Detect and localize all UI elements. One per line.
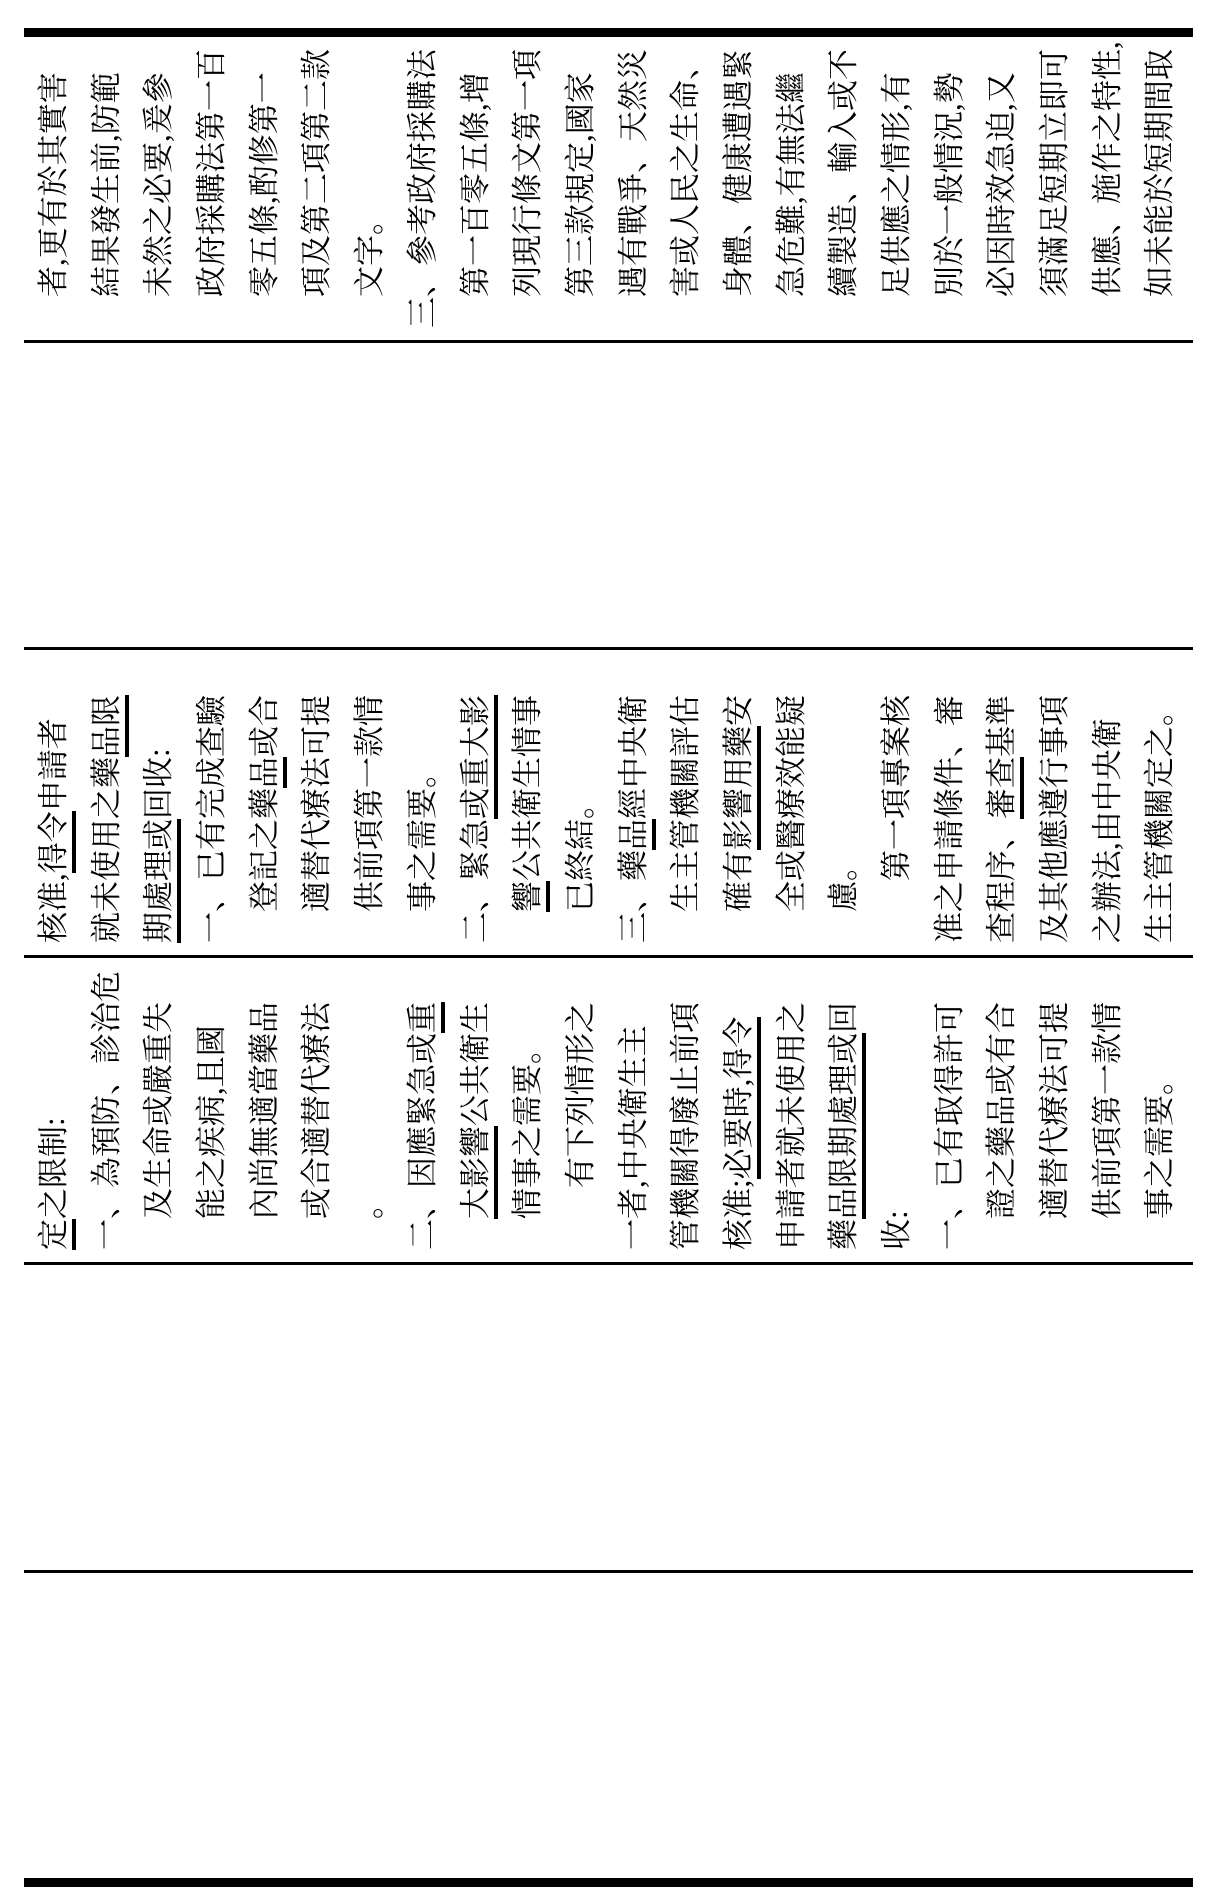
text-line xyxy=(608,46,661,328)
text-line xyxy=(502,968,555,1250)
text-run: 足供應之情形,有 xyxy=(879,72,914,297)
text-line xyxy=(660,46,713,328)
text-run: 管機關得廢止前項 xyxy=(668,1002,704,1250)
text-run: 列現行條文第一項 xyxy=(510,49,546,297)
text-run: 適替代療法可提 xyxy=(1037,1002,1073,1219)
text-run: 別於一般情況,勢 xyxy=(931,72,967,297)
text-line xyxy=(1082,661,1135,943)
text-line xyxy=(133,968,186,1250)
text-line xyxy=(713,46,766,328)
text-run: 查程序、 xyxy=(984,819,1020,943)
text-line xyxy=(976,46,1029,328)
text-line xyxy=(1134,661,1187,943)
text-line xyxy=(871,46,924,328)
text-line xyxy=(1082,41,1135,328)
amendment-underline: 響 xyxy=(510,881,550,912)
text-line xyxy=(924,661,977,943)
text-line xyxy=(818,46,871,328)
text-run: 內尚無適當藥品 xyxy=(246,1002,282,1219)
text-line xyxy=(450,968,503,1250)
text-line xyxy=(239,968,292,1250)
text-run: 續製造、輸入或不 xyxy=(826,49,862,297)
text-line xyxy=(344,661,397,943)
text-run: 害或人民之生命、 xyxy=(668,49,704,297)
text-run: 必因時效急迫,又 xyxy=(984,72,1020,297)
text-line xyxy=(81,968,134,1250)
text-run: 。 xyxy=(352,1188,388,1219)
text-run: 第一百零五條,增 xyxy=(457,72,493,297)
text-line xyxy=(291,661,344,943)
text-line xyxy=(1029,968,1082,1250)
text-line xyxy=(1029,46,1082,328)
text-run: 生主管機關評估 xyxy=(668,695,704,912)
text-line xyxy=(555,46,608,328)
text-line xyxy=(450,661,503,943)
text-line xyxy=(713,968,766,1250)
text-line xyxy=(871,661,924,943)
text-run: 之辦法,由中央衛 xyxy=(1089,718,1125,943)
explanation-text-cell xyxy=(28,41,1187,328)
table-border-rule xyxy=(24,340,1193,343)
amendment-underline: 得令 xyxy=(36,811,76,873)
text-line xyxy=(766,661,819,943)
table-border-rule xyxy=(24,1262,1193,1265)
text-run: 申請者 xyxy=(36,718,71,812)
table-border-rule xyxy=(24,1878,1193,1887)
table-border-rule xyxy=(24,647,1193,650)
text-line xyxy=(818,968,871,1250)
text-run: 證之藥品或有合 xyxy=(984,1002,1020,1219)
text-run: 身體、健康遭遇緊 xyxy=(720,49,756,297)
text-run: 公共衛生 xyxy=(457,1002,493,1126)
text-line xyxy=(924,968,977,1250)
text-line xyxy=(133,46,186,328)
amendment-underline: 品 xyxy=(616,819,656,850)
amendment-underline: 影響用藥 xyxy=(721,726,761,850)
text-line xyxy=(555,968,608,1250)
text-run: 經中央衛 xyxy=(615,695,651,819)
text-run: 一、為預防、診治危 xyxy=(88,971,124,1250)
text-line xyxy=(608,661,661,943)
amendment-underline: 品 xyxy=(247,757,287,788)
text-run: 事之需要。 xyxy=(1142,1064,1178,1219)
text-line xyxy=(186,968,239,1250)
text-run: 登記之藥 xyxy=(246,788,282,912)
text-run: 結果發生前,防範 xyxy=(88,72,124,297)
text-run: 供應、施作之特性, xyxy=(1089,41,1125,297)
text-line xyxy=(291,46,344,328)
text-run: 生主管機關定之。 xyxy=(1142,695,1178,943)
text-line xyxy=(133,661,186,943)
text-run: 供前項第一款情 xyxy=(1089,1002,1125,1219)
text-run: 及其他應遵行事項 xyxy=(1037,695,1073,943)
text-line xyxy=(924,46,977,328)
amendment-underline: 品限期處理或 xyxy=(826,1033,866,1219)
text-run: 及生命或嚴重失 xyxy=(141,1002,177,1219)
text-run: 適替代療法可提 xyxy=(299,695,335,912)
text-run: 三、藥 xyxy=(615,850,651,943)
text-line xyxy=(818,661,871,943)
amendment-underline: 審查 xyxy=(984,757,1024,819)
text-line xyxy=(608,968,661,1250)
text-line xyxy=(766,968,819,1250)
text-run: 申請者就未使用之 xyxy=(773,1002,809,1250)
table-border-rule xyxy=(24,1570,1193,1573)
text-run: 准之申請條件、審 xyxy=(931,695,967,943)
text-run: 確有 xyxy=(720,850,756,912)
text-run: 全或醫療效能疑 xyxy=(773,695,809,912)
statute-text-cell-a xyxy=(28,968,1187,1250)
amendment-underline: 品限 xyxy=(89,695,129,757)
text-run: 三、參考政府採購法 xyxy=(404,49,440,328)
text-line xyxy=(555,661,608,943)
text-run: 須滿足短期立即可 xyxy=(1037,49,1073,297)
text-line xyxy=(660,661,713,943)
text-run: 有下列情形之 xyxy=(562,1002,598,1188)
text-run: 基準 xyxy=(984,695,1020,757)
text-line xyxy=(766,46,819,328)
text-run: 收: xyxy=(879,1210,914,1250)
text-line xyxy=(397,46,450,328)
text-run: 核准; xyxy=(720,1179,756,1250)
text-line xyxy=(1134,968,1187,1250)
text-run: 一、已有完成查驗 xyxy=(194,695,230,943)
text-line xyxy=(344,46,397,328)
text-line xyxy=(397,661,450,943)
text-line xyxy=(502,46,555,328)
text-run: 情事之需要。 xyxy=(510,1033,546,1219)
text-run: 未然之必要,爰參 xyxy=(141,72,177,297)
table-border-rule xyxy=(24,28,1193,37)
text-line xyxy=(976,968,1029,1250)
text-run: 一、已有取得許可 xyxy=(931,1002,967,1250)
text-run: 公共衛生情事 xyxy=(510,695,546,881)
text-line xyxy=(291,968,344,1250)
text-line xyxy=(1134,46,1187,328)
text-run: 已終結。 xyxy=(562,788,598,912)
text-line xyxy=(660,968,713,1250)
text-line xyxy=(871,968,924,1250)
statute-text-cell-b xyxy=(28,661,1187,943)
text-run: 急危難,有無法繼 xyxy=(773,72,809,297)
text-run: 事之需要。 xyxy=(404,757,440,912)
text-run: 慮。 xyxy=(826,850,862,912)
text-run: 之限制: xyxy=(36,1117,71,1219)
text-run: 就未使用之藥 xyxy=(88,757,124,943)
text-run: 者,更有於其實害 xyxy=(36,72,71,297)
text-line xyxy=(186,46,239,328)
text-run: 回收: xyxy=(141,748,177,819)
text-line xyxy=(344,968,397,1250)
text-run: 或合 xyxy=(246,695,282,757)
text-run: 供前項第一款情 xyxy=(352,695,388,912)
text-run: 第一項專案核 xyxy=(879,695,914,881)
text-line xyxy=(1029,661,1082,943)
text-run: 藥 xyxy=(826,1219,862,1250)
text-line xyxy=(239,46,292,328)
text-run: 第三款規定,國家 xyxy=(562,72,598,297)
text-run: 政府採購法第一百 xyxy=(194,49,230,297)
amendment-underline: 大影響 xyxy=(458,1126,498,1219)
table-border-rule xyxy=(24,955,1193,958)
text-run: 項及第二項第二款 xyxy=(299,49,335,297)
amendment-underline: 必要時,得令 xyxy=(721,1017,761,1180)
text-run: 如未能於短期間取 xyxy=(1142,49,1178,297)
text-run: 遇有戰爭、天然災 xyxy=(615,49,651,297)
text-run: 核准, xyxy=(36,873,71,943)
amendment-underline: 期處理或 xyxy=(141,819,181,943)
text-run: 回 xyxy=(826,1002,862,1033)
text-line xyxy=(976,661,1029,943)
text-run: 或合適替代療法 xyxy=(299,1002,335,1219)
text-line xyxy=(1082,968,1135,1250)
text-run: 二、緊急 xyxy=(457,819,493,943)
text-run: 二、因應緊急或 xyxy=(404,1033,440,1250)
text-line xyxy=(28,968,81,1250)
text-run: 一者,中央衛生主 xyxy=(615,1025,651,1250)
text-line xyxy=(28,661,81,943)
text-run: 能之疾病,且國 xyxy=(194,1025,230,1219)
text-line xyxy=(450,46,503,328)
text-line xyxy=(81,661,134,943)
amendment-underline: 或重大影 xyxy=(458,695,498,819)
text-run: 安 xyxy=(720,695,756,726)
text-line xyxy=(28,46,81,328)
text-line xyxy=(713,661,766,943)
text-line xyxy=(186,661,239,943)
text-line xyxy=(239,661,292,943)
text-line xyxy=(397,968,450,1250)
text-line xyxy=(81,46,134,328)
text-line xyxy=(502,661,555,943)
amendment-underline: 重 xyxy=(405,1002,445,1033)
text-run: 零五條,酌修第一 xyxy=(246,72,282,297)
text-run: 文字。 xyxy=(352,204,388,297)
amendment-underline: 定 xyxy=(36,1219,76,1250)
